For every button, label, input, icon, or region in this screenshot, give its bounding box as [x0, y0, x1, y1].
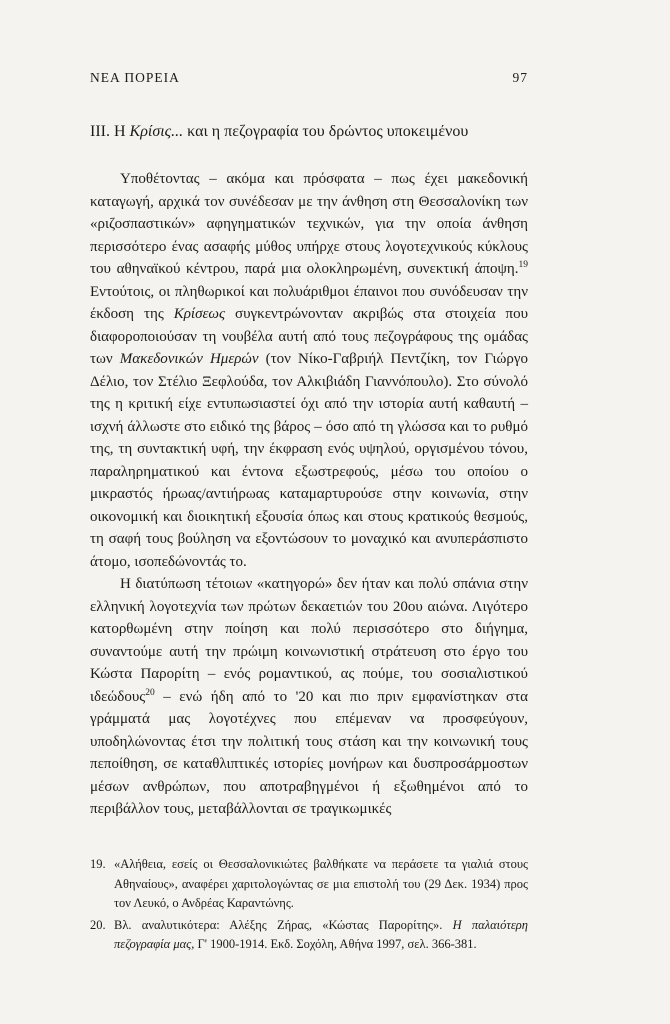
footnote-number: 19.	[90, 857, 106, 871]
paragraph-1-sentence-3: συγκεντρώνονταν ακριβώς στα στοιχεία που διαφοροποιούσαν τη νουβέλα αυτή από τους πεζογράφους της ομάδας των	[90, 306, 529, 367]
paragraph-2	[90, 573, 528, 821]
paragraph-1-sentence-1: Υποθέτοντας – ακόμα και πρόσφατα – πως έχει μακεδονική καταγωγή, αρχικά τον συνέδεσαν με την άνθηση στη Θεσσαλονίκη των «ριζοσπαστικών» αφηγηματικών τεχνικών, για την οποία άνθηση περισσότερο ένας ασαφής μύθος υπήρχε στους λογοτεχνικούς κύκλους του αθηναϊκού κέντρου, παρά μια ολοκληρωμένη, συνεκτική άποψη.	[90, 171, 528, 277]
footnote-20	[90, 916, 528, 955]
footnote-ref-20[interactable]: 20	[145, 687, 155, 698]
footnote-text: «Αλήθεια, εσείς οι Θεσσαλονικιώτες βαλθήκατε να περάσετε τα γιαλιά στους Αθηναίους», αναφέρει χαριτολογώντας σε μια επιστολή του (29 Δεκ. 1934) προς τον Λευκό, ο Ανδρέας Καραντώνης.	[114, 857, 528, 910]
footnote-20-prefix: Βλ. αναλυτικότερα: Αλέξης Ζήρας, «Κώστας Παρορίτης».	[114, 917, 443, 932]
footnotes	[90, 855, 528, 957]
section-numeral: III. Η	[90, 123, 126, 140]
footnote-19	[90, 855, 528, 914]
paragraph-1-sentence-4: (τον Νίκο-Γαβριήλ Πεντζίκη, τον Γιώργο Δέλιο, τον Στέλιο Ξεφλούδα, τον Αλκιβιάδη Γιαννόπουλο). Στο σύνολό της η κριτική είχε εντυπωσιαστεί όχι από την ιστορία αυτή καθαυτή – ισχνή άλλωστε στο ειδικό της βάρος – όσο από τη γλώσσα και το ρυθμό της, τη συντακτική υφή, την έκφραση ενός υψηλού, οργισμένου τόνου, παραληρηματικού και έντονα εξωστρεφούς, μέσω του οποίου ο μικραστός ήρωας/αντιήρωας καταμαρτυρούσε στην κοινωνία, στην οικονομική και διοικητική εξουσία όπως και στους κρατικούς θεσμούς, τη σαφή τους βούληση να εξοντώσουν το μοναχικό και ανυπεράσπιστο άτομο, ισοπεδώνοντάς το.	[90, 351, 529, 570]
footnote-text	[114, 916, 528, 955]
footnote-number: 20.	[90, 917, 106, 932]
footnote-ref-19[interactable]: 19	[518, 260, 528, 270]
section-title-rest: και η πεζογραφία του δρώντος υποκειμένου	[187, 123, 469, 140]
paragraph-1-sentence-2: Εντούτοις, οι πληθωρικοί και πολυάριθμοι έπαινοι που συνόδευσαν την έκδοση της	[90, 283, 528, 322]
italic-makedonikon-hmeron: Μακεδονικών Ημερών	[119, 351, 259, 367]
footnote-20-suffix: Γ' 1900-1914. Εκδ. Σοχόλη, Αθήνα 1997, σελ. 366-381.	[197, 937, 477, 951]
italic-krisews: Κρίσεως	[173, 306, 226, 322]
paragraph-2-sentence-2: – ενώ ήδη από το '20 και πιο πριν εμφανίστηκαν στα γράμματά μας λογοτέχνες που επέμεναν να προσφεύγουν, υποδηλώνοντας έτσι την πολιτική τους στάση και την κοινωνική τους πεποίθηση, σε καταθλιπτικές ιστορίες μονήρων και δυσπροσάρμοστων μέσων ανθρώπων, που αποτραβηγμένοι ή εξωθημένοι από το περιβάλλον τους, μεταβάλλονται σε τραγικωμικές	[90, 688, 529, 817]
journal-title: ΝΕΑ ΠΟΡΕΙΑ	[90, 70, 180, 85]
page-number: 97	[512, 70, 528, 85]
running-head	[90, 70, 528, 86]
paragraph-1	[90, 168, 528, 573]
section-title-italic: Κρίσις...	[129, 123, 184, 140]
body-text	[90, 168, 528, 821]
paragraph-2-sentence-1: Η διατύπωση τέτοιων «κατηγορώ» δεν ήταν και πολύ σπάνια στην ελληνική λογοτεχνία των πρώτων δεκαετιών του 20ου αιώνα. Λιγότερο κατορθωμένη στην ποίηση και πολύ περισσότερο στο διήγημα, συναντούμε αυτή την πρώιμη κοινωνιστική στράτευση στο έργο του Κώστα Παρορίτη – ενός ρομαντικού, ας πούμε, του σοσιαλιστικού ιδεώδους	[90, 576, 528, 705]
footnote-20-book-title: Η παλαιότερη πεζογραφία μας,	[114, 917, 528, 951]
section-heading	[90, 123, 560, 141]
